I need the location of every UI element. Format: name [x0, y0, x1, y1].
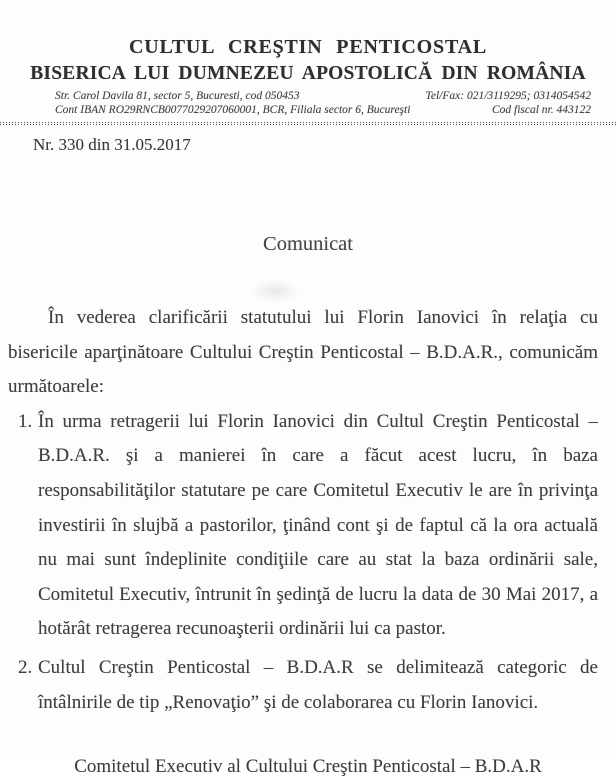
reference-number: Nr. 330 din 31.05.2017 [33, 135, 191, 154]
dotted-separator [0, 122, 616, 126]
list-item-2-text: Cultul Creştin Penticostal – B.D.A.R se delimitează categoric de întâlnirile de tip „Renovaţio” şi de colaborarea cu Florin Ianovici. [38, 656, 598, 713]
list-item-1-number: 1. [18, 410, 33, 432]
street-address: Str. Carol Davila 81, sector 5, Bucuresti, cod 050453 [55, 90, 300, 102]
list-item-2 [8, 651, 598, 720]
letterhead-contact-info [55, 89, 591, 117]
document-title: Comunicat [263, 233, 353, 255]
organization-name: CULTUL CREŞTIN PENTICOSTAL [128, 36, 487, 58]
list-item-1-text: În urma retragerii lui Florin Ianovici din Cultul Creştin Penticostal – B.D.A.R. şi a manierei în care a făcut acest lucru, în baza responsabilităţilor statutare pe care Comitetul Executiv le are în privinţa investirii în slujbă a pastorilor, ţinând cont şi de faptul că la ora actuală nu mai sunt îndeplinite condiţiile care au stat la baza ordinării sale, Comitetul Executiv, întrunit în şedinţă de lucru la data de 30 Mai 2017, a hotărât retragerea recunoaşterii ordinării lui ca pastor. [38, 410, 598, 640]
letterhead [0, 0, 616, 117]
document-body [0, 231, 616, 778]
fiscal-code: Cod fiscal nr. 443122 [491, 104, 591, 116]
body-text [8, 301, 598, 720]
organization-subtitle: BISERICA LUI DUMNEZEU APOSTOLICĂ DIN ROMÂNIA [30, 63, 586, 84]
intro-paragraph: În vederea clarificării statutului lui Florin Ianovici în relaţia cu bisericile aparţinătoare Cultului Creştin Penticostal – B.D.A.R., comunicăm următoarele: [8, 307, 598, 398]
list-item-2-number: 2. [18, 656, 33, 678]
list-item-1 [8, 405, 598, 647]
telfax-number: Tel/Fax: 021/3119295; 0314054542 [425, 90, 591, 102]
bank-account-iban: Cont IBAN RO29RNCB0077029207060001, BCR, Filiala sector 6, Bucureşti [55, 104, 411, 116]
signature-line: Comitetul Executiv al Cultului Creştin Penticostal – B.D.A.R [74, 756, 542, 778]
contact-row-2 [55, 103, 591, 117]
contact-row-1 [55, 89, 591, 103]
